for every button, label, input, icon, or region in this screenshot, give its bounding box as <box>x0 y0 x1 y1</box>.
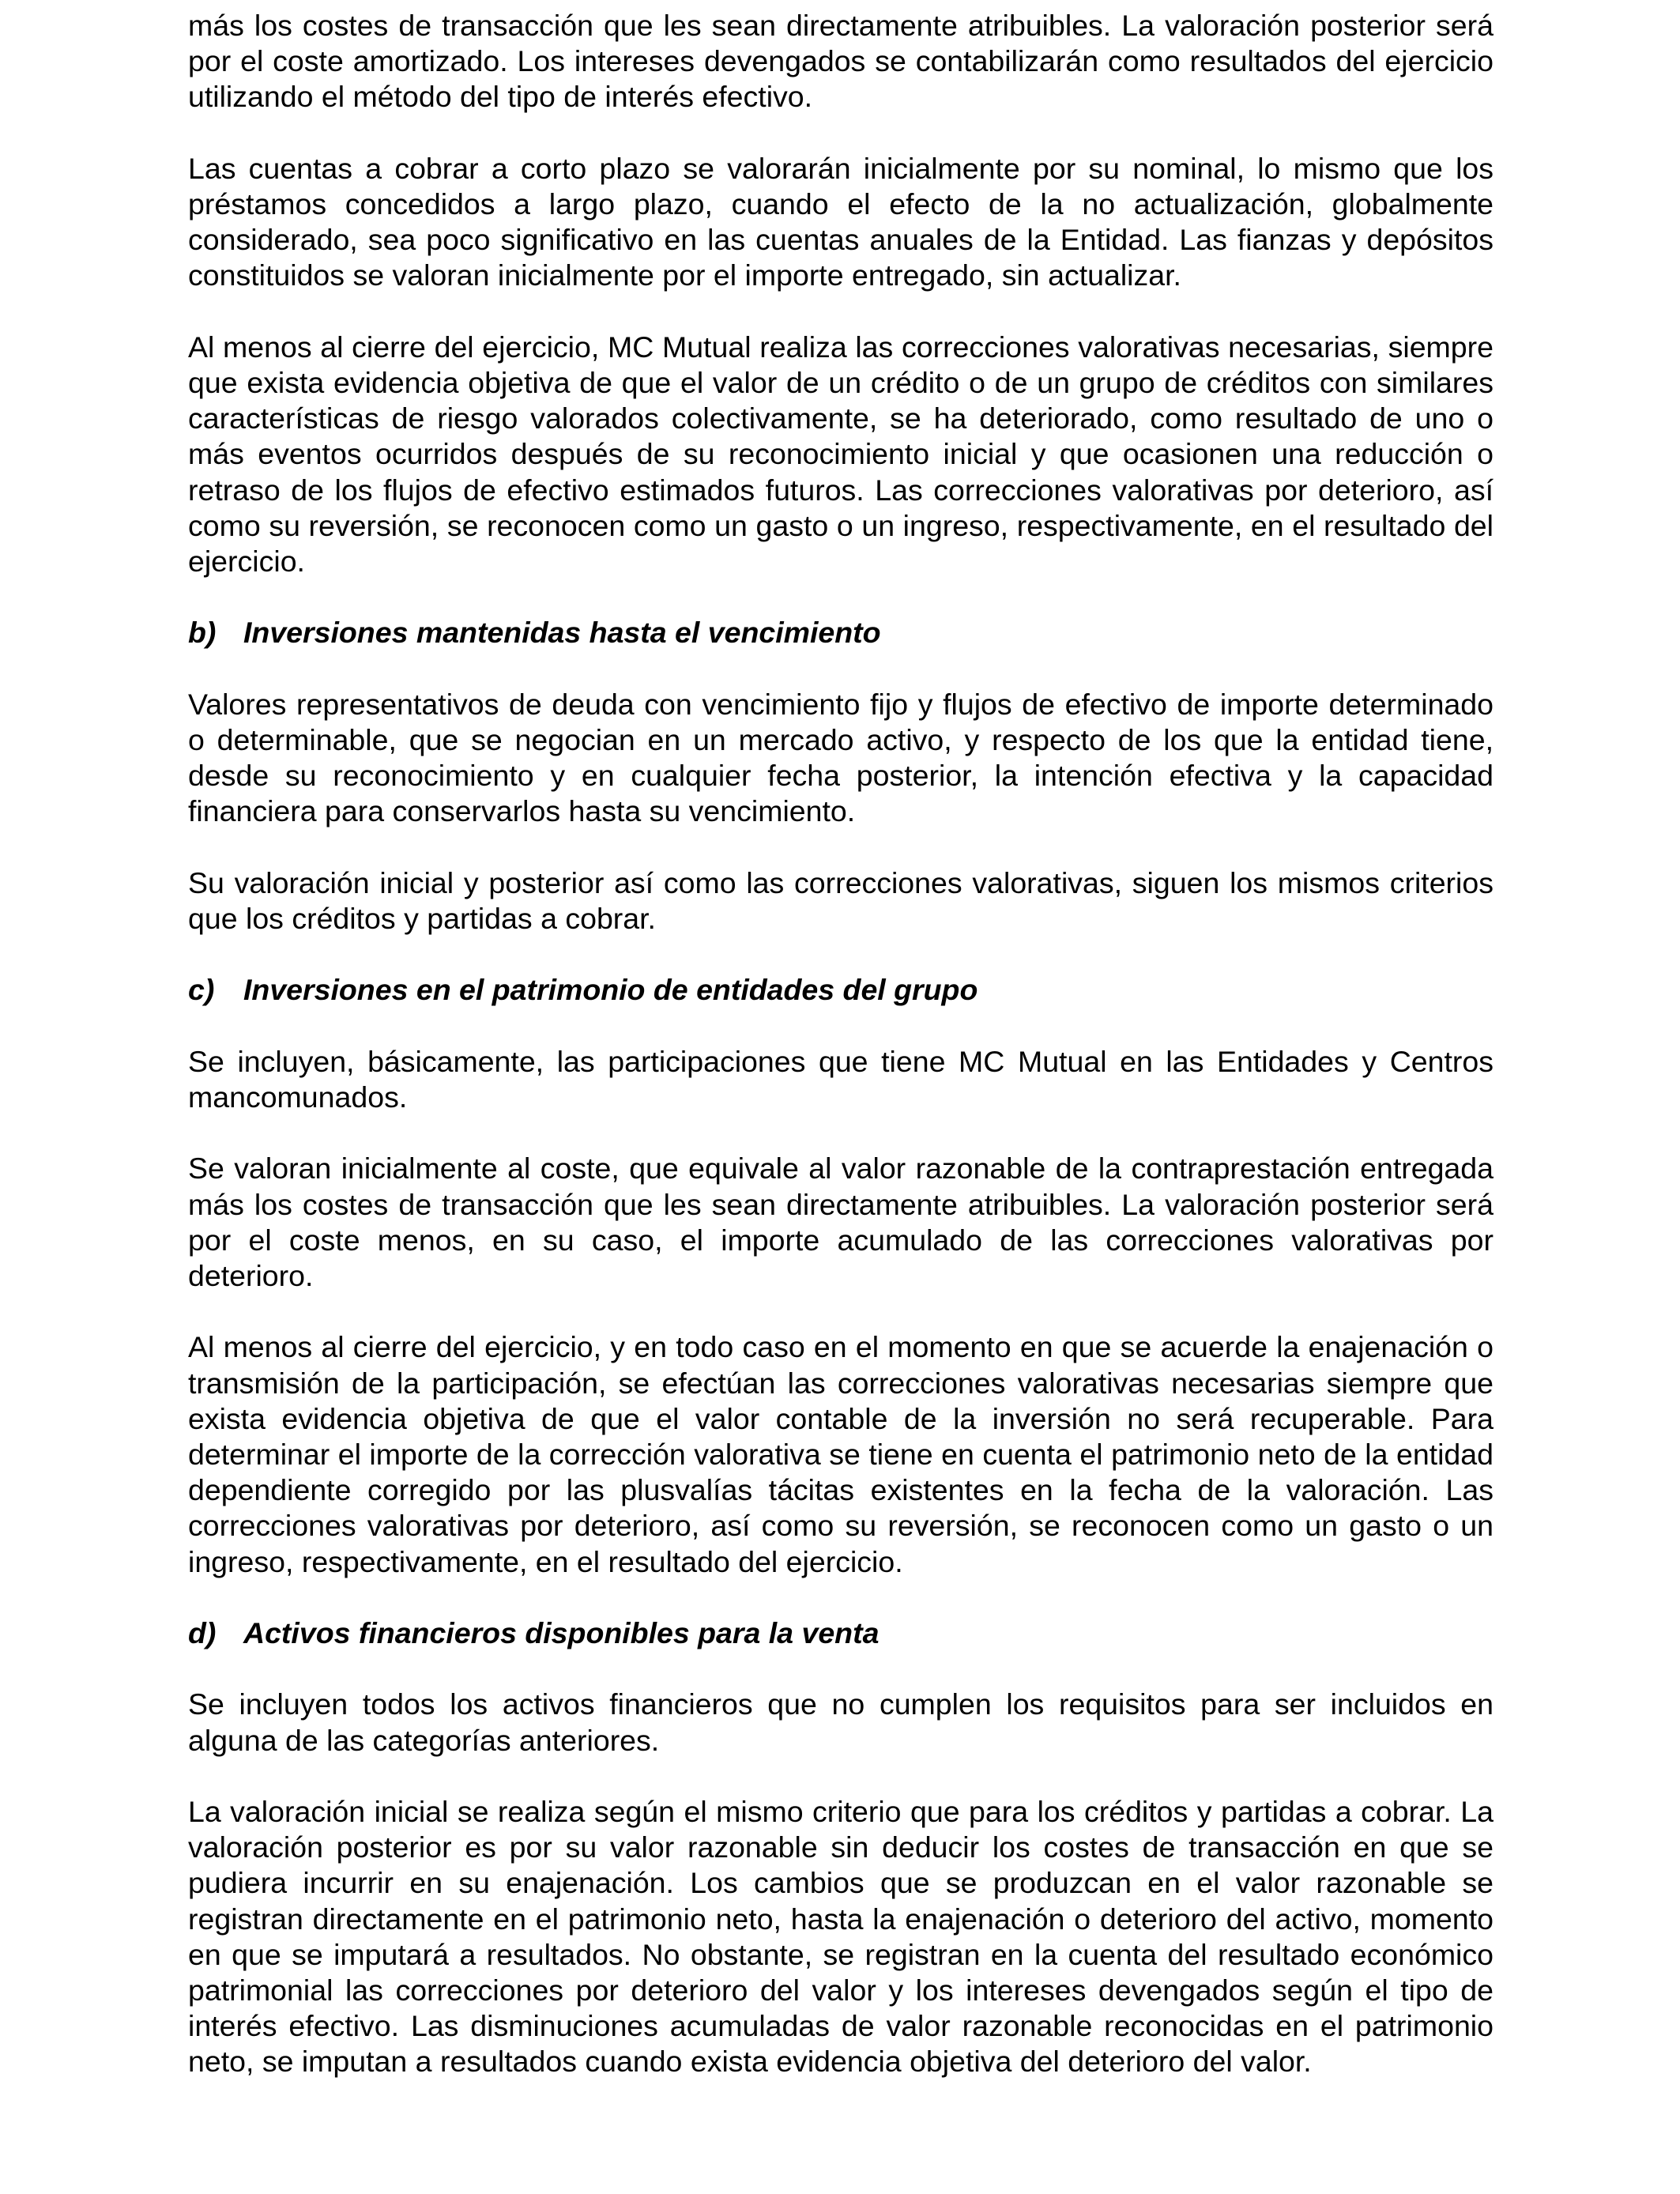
paragraph-held-to-maturity-valuation: Su valoración inicial y posterior así como las correcciones valorativas, siguen los mismos criterios que los créditos y partidas a cobrar. <box>188 865 1494 935</box>
paragraph-short-term-receivables: Las cuentas a cobrar a corto plazo se valorarán inicialmente por su nominal, lo mismo que los préstamos concedidos a largo plazo, cuando el efecto de la no actualización, globalmente considerado, sea poco significativo en las cuentas anuales de la Entidad. Las fianzas y depósitos constituidos se valoran inicialmente por el importe entregado, sin actualizar. <box>188 151 1494 292</box>
paragraph-group-entities-impairment: Al menos al cierre del ejercicio, y en todo caso en el momento en que se acuerde la enajenación o transmisión de la participación, se efectúan las correcciones valorativas necesarias siempre que exista evidencia objetiva de que el valor contable de la inversión no será recuperable. Para determinar el importe de la corrección valorativa se tiene en cuenta el patrimonio neto de la entidad dependiente corregido por las plusvalías tácitas existentes en la fecha de la valoración. Las correcciones valorativas por deterioro, así como su reversión, se reconocen como un gasto o un ingreso, respectivamente, en el resultado del ejercicio. <box>188 1330 1494 1578</box>
paragraph-impairment-credits: Al menos al cierre del ejercicio, MC Mutual realiza las correcciones valorativas necesarias, siempre que exista evidencia objetiva de que el valor de un crédito o de un grupo de créditos con similares características de riesgo valorados colectivamente, se ha deteriorado, como resultado de uno o más eventos ocurridos después de su reconocimiento inicial y que ocasionen una reducción o retraso de los flujos de efectivo estimados futuros. Las correcciones valorativas por deterioro, así como su reversión, se reconocen como un gasto o un ingreso, respectivamente, en el resultado del ejercicio. <box>188 330 1494 579</box>
section-title: Inversiones mantenidas hasta el vencimiento <box>243 616 881 650</box>
paragraph-group-entities-valuation: Se valoran inicialmente al coste, que equivale al valor razonable de la contraprestación entregada más los costes de transacción que les sean directamente atribuibles. La valoración posterior será por el coste menos, en su caso, el importe acumulado de las correcciones valorativas por deterioro. <box>188 1152 1494 1292</box>
paragraph-available-for-sale-scope: Se incluyen todos los activos financieros que no cumplen los requisitos para ser incluidos en alguna de las categorías anteriores. <box>188 1687 1494 1757</box>
section-letter: c) <box>188 973 215 1007</box>
section-heading-d <box>188 1615 1494 1651</box>
paragraph-available-for-sale-valuation: La valoración inicial se realiza según el mismo criterio que para los créditos y partidas a cobrar. La valoración posterior es por su valor razonable sin deducir los costes de transacción en que se pudiera incurrir en su enajenación. Los cambios que se produzcan en el valor razonable se registran directamente en el patrimonio neto, hasta la enajenación o deterioro del activo, momento en que se imputará a resultados. No obstante, se registran en la cuenta del resultado económico patrimonial las correcciones por deterioro del valor y los intereses devengados según el tipo de interés efectivo. Las disminuciones acumuladas de valor razonable reconocidas en el patrimonio neto, se imputan a resultados cuando exista evidencia objetiva del deterioro del valor. <box>188 1794 1494 2079</box>
section-heading-b <box>188 615 1494 650</box>
paragraph-group-entities-scope: Se incluyen, básicamente, las participaciones que tiene MC Mutual en las Entidades y Centros mancomunados. <box>188 1044 1494 1114</box>
section-title: Activos financieros disponibles para la venta <box>243 1615 880 1649</box>
section-letter: b) <box>188 616 217 650</box>
section-letter: d) <box>188 1615 217 1649</box>
document-page <box>188 8 1494 2116</box>
paragraph-held-to-maturity-definition: Valores representativos de deuda con vencimiento fijo y flujos de efectivo de importe determinado o determinable, que se negocian en un mercado activo, y respecto de los que la entidad tiene, desde su reconocimiento y en cualquier fecha posterior, la intención efectiva y la capacidad financiera para conservarlos hasta su vencimiento. <box>188 687 1494 828</box>
section-heading-c <box>188 972 1494 1008</box>
paragraph-transaction-costs: más los costes de transacción que les sean directamente atribuibles. La valoración posterior será por el coste amortizado. Los intereses devengados se contabilizarán como resultados del ejercicio utilizando el método del tipo de interés efectivo. <box>188 9 1494 114</box>
section-title: Inversiones en el patrimonio de entidades del grupo <box>243 973 978 1007</box>
